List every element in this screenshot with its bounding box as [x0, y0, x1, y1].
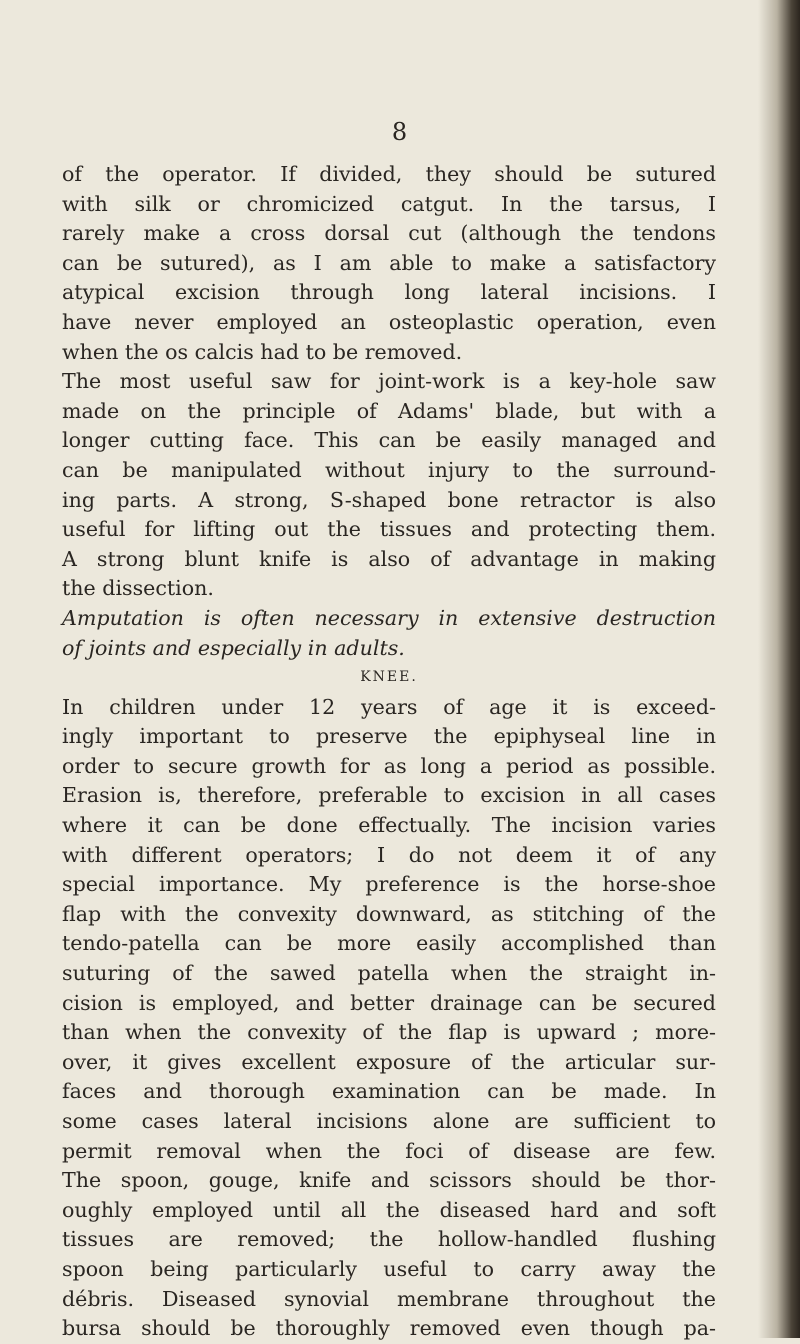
text-line: permit removal when the foci of disease are few. — [62, 1138, 716, 1163]
text-line: when the os calcis had to be removed. — [62, 339, 463, 364]
text-line: order to secure growth for as long a period as possible. — [62, 753, 716, 778]
text-line: spoon being particularly useful to carry away the — [62, 1256, 716, 1281]
text-line: atypical excision through long lateral incisions. I — [62, 280, 716, 305]
page-edge-shadow — [758, 0, 800, 1338]
text-line: longer cutting face. This can be easily managed and — [62, 428, 716, 453]
text-line: Erasion is, therefore, preferable to excision in all cases — [62, 783, 716, 808]
text-line: made on the principle of Adams' blade, but with a — [62, 398, 716, 423]
text-line: useful for lifting out the tissues and protecting them. — [62, 517, 716, 542]
text-line: over, it gives excellent exposure of the articular sur- — [62, 1049, 716, 1074]
text-line: can be manipulated without injury to the surround- — [62, 457, 716, 482]
text-line: with silk or chromicized catgut. In the tarsus, I — [62, 191, 716, 216]
text-line: ing parts. A strong, S-shaped bone retractor is also — [62, 487, 716, 512]
text-line: with different operators; I do not deem it of any — [62, 842, 716, 867]
text-line: bursa should be thoroughly removed even though pa- — [62, 1316, 716, 1341]
text-line: flap with the convexity downward, as stitching of the — [62, 901, 716, 926]
body-text — [62, 160, 716, 1344]
text-line: débris. Diseased synovial membrane throughout the — [62, 1286, 716, 1311]
text-line: can be sutured), as I am able to make a satisfactory — [62, 250, 716, 275]
text-line: The spoon, gouge, knife and scissors should be thor- — [62, 1168, 716, 1193]
page-number: 8 — [391, 118, 409, 146]
text-line: cision is employed, and better drainage can be secured — [62, 990, 716, 1015]
text-line: tendo-patella can be more easily accomplished than — [62, 931, 716, 956]
text-line: special importance. My preference is the horse-shoe — [62, 872, 716, 897]
text-line: of the operator. If divided, they should be sutured — [62, 162, 716, 186]
text-line: have never employed an osteoplastic operation, even — [62, 309, 716, 334]
text-line: ingly important to preserve the epiphyseal line in — [62, 724, 716, 749]
text-line: oughly employed until all the diseased hard and soft — [62, 1197, 716, 1222]
text-line: suturing of the sawed patella when the straight in- — [62, 961, 716, 986]
text-line: The most useful saw for joint-work is a key-hole saw — [62, 369, 716, 394]
text-line: some cases lateral incisions alone are sufficient to — [62, 1109, 716, 1133]
text-line: A strong blunt knife is also of advantage in making — [62, 546, 716, 571]
text-line: In children under 12 years of age it is exceed- — [62, 694, 716, 719]
section-heading-knee: KNEE. — [360, 669, 418, 686]
text-line: where it can be done effectually. The incision varies — [62, 813, 716, 838]
text-line: rarely make a cross dorsal cut (although the tendons — [62, 221, 716, 246]
text-line: the dissection. — [62, 576, 214, 601]
italic-text-line: Amputation is often necessary in extensive destruction — [62, 605, 716, 630]
text-line: faces and thorough examination can be made. In — [62, 1079, 716, 1104]
text-line: tissues are removed; the hollow-handled flushing — [62, 1227, 716, 1252]
italic-text-line: of joints and especially in adults. — [62, 635, 405, 660]
text-line: than when the convexity of the flap is upward ; more- — [62, 1020, 716, 1045]
